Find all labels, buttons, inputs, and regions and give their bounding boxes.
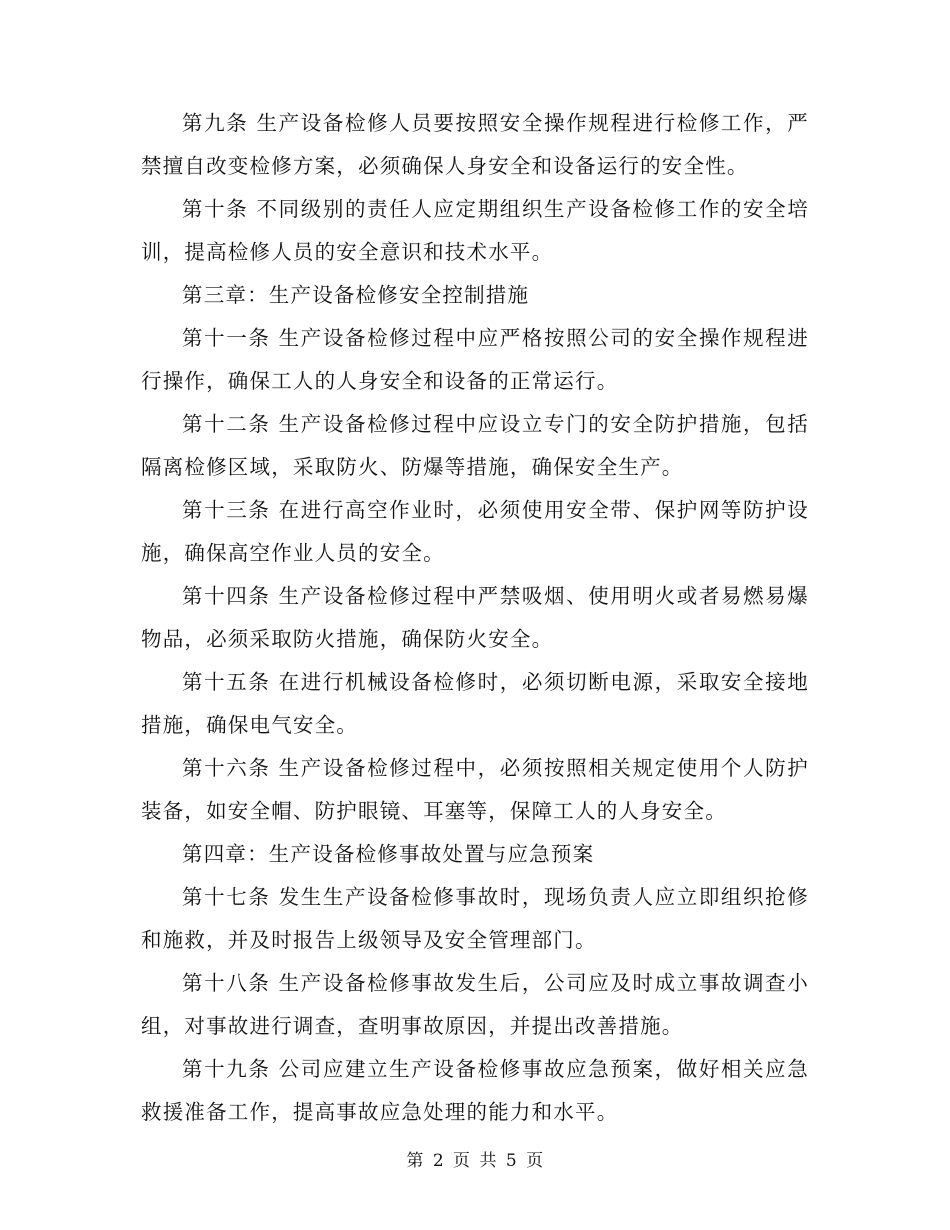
article-10: 第十条 不同级别的责任人应定期组织生产设备检修工作的安全培训，提高检修人员的安全意识和技术水平。 bbox=[141, 197, 809, 264]
chapter-4-heading: 第四章：生产设备检修事故处置与应急预案 bbox=[182, 842, 595, 866]
document-body bbox=[141, 102, 809, 1134]
page-number-footer: 第 2 页 共 5 页 bbox=[406, 1151, 544, 1171]
article-12: 第十二条 生产设备检修过程中应设立专门的安全防护措施，包括隔离检修区域，采取防火、防爆等措施，确保安全生产。 bbox=[141, 412, 809, 479]
article-18: 第十八条 生产设备检修事故发生后，公司应及时成立事故调查小组，对事故进行调查，查明事故原因，并提出改善措施。 bbox=[141, 971, 809, 1038]
article-14: 第十四条 生产设备检修过程中严禁吸烟、使用明火或者易燃易爆物品，必须采取防火措施，确保防火安全。 bbox=[141, 584, 809, 651]
article-9: 第九条 生产设备检修人员要按照安全操作规程进行检修工作，严禁擅自改变检修方案，必须确保人身安全和设备运行的安全性。 bbox=[141, 111, 809, 178]
article-19: 第十九条 公司应建立生产设备检修事故应急预案，做好相关应急救援准备工作，提高事故应急处理的能力和水平。 bbox=[141, 1057, 809, 1124]
article-16: 第十六条 生产设备检修过程中，必须按照相关规定使用个人防护装备，如安全帽、防护眼镜、耳塞等，保障工人的人身安全。 bbox=[141, 756, 809, 823]
article-15: 第十五条 在进行机械设备检修时，必须切断电源，采取安全接地措施，确保电气安全。 bbox=[141, 670, 809, 737]
article-17: 第十七条 发生生产设备检修事故时，现场负责人应立即组织抢修和施救，并及时报告上级领导及安全管理部门。 bbox=[141, 885, 809, 952]
chapter-3-heading: 第三章：生产设备检修安全控制措施 bbox=[182, 283, 530, 307]
article-13: 第十三条 在进行高空作业时，必须使用安全带、保护网等防护设施，确保高空作业人员的安全。 bbox=[141, 498, 809, 565]
article-11: 第十一条 生产设备检修过程中应严格按照公司的安全操作规程进行操作，确保工人的人身安全和设备的正常运行。 bbox=[141, 326, 809, 393]
